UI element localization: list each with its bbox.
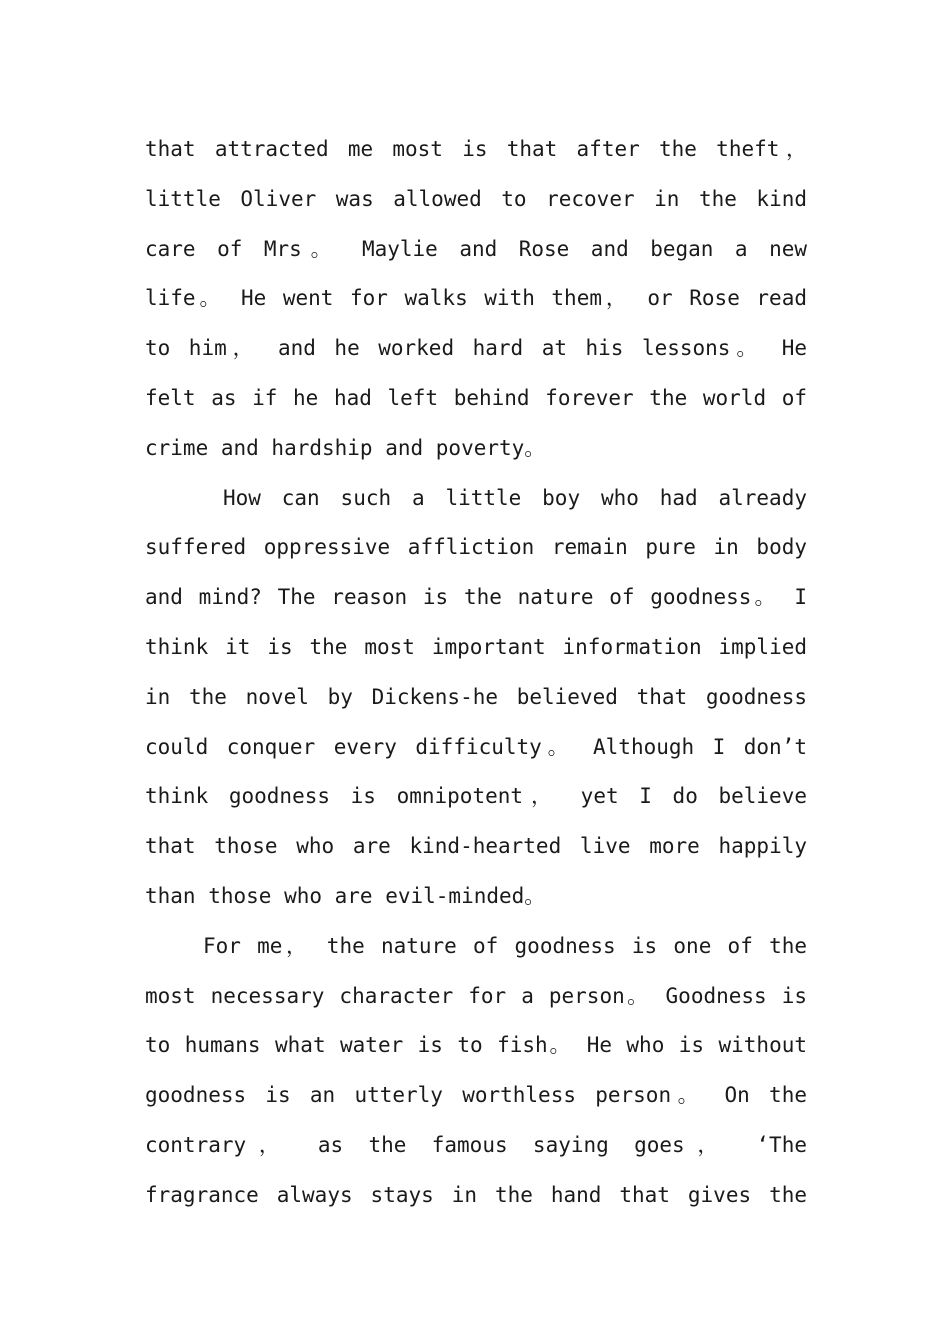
text-line: that those who are kind-hearted live more happily — [145, 834, 807, 859]
body-text — [145, 125, 807, 1221]
paragraph-first-line: How can such a little boy who had already — [223, 485, 807, 510]
text-line: fragrance always stays in the hand that gives the — [145, 1182, 807, 1207]
text-line: life。 He went for walks with them， or Rose read — [145, 286, 807, 311]
text-line: little Oliver was allowed to recover in the kind — [145, 186, 807, 211]
text-line: think goodness is omnipotent， yet I do believe — [145, 784, 807, 809]
text-line: felt as if he had left behind forever the world of — [145, 385, 807, 410]
text-line: crime and hardship and poverty。 — [145, 435, 546, 460]
text-line: contrary， as the famous saying goes， ‘The — [145, 1132, 807, 1157]
text-line: and mind? The reason is the nature of goodness。 I — [145, 585, 807, 610]
text-line: most necessary character for a person。 Goodness is — [145, 983, 807, 1008]
text-line: care of Mrs。 Maylie and Rose and began a new — [145, 236, 807, 261]
text-line: goodness is an utterly worthless person。 On the — [145, 1083, 807, 1108]
paragraph-first-line: For me， the nature of goodness is one of the — [203, 933, 807, 958]
text-line: to humans what water is to fish。 He who is without — [145, 1033, 807, 1058]
text-line: to him， and he worked hard at his lessons。 He — [145, 336, 807, 361]
text-line: could conquer every difficulty。 Although I don’t — [145, 734, 807, 759]
text-line: than those who are evil-minded。 — [145, 883, 546, 908]
text-line: think it is the most important information implied — [145, 634, 807, 659]
text-line: in the novel by Dickens-he believed that goodness — [145, 684, 807, 709]
text-line: that attracted me most is that after the theft， — [145, 137, 807, 161]
text-line: suffered oppressive affliction remain pure in body — [145, 535, 807, 560]
